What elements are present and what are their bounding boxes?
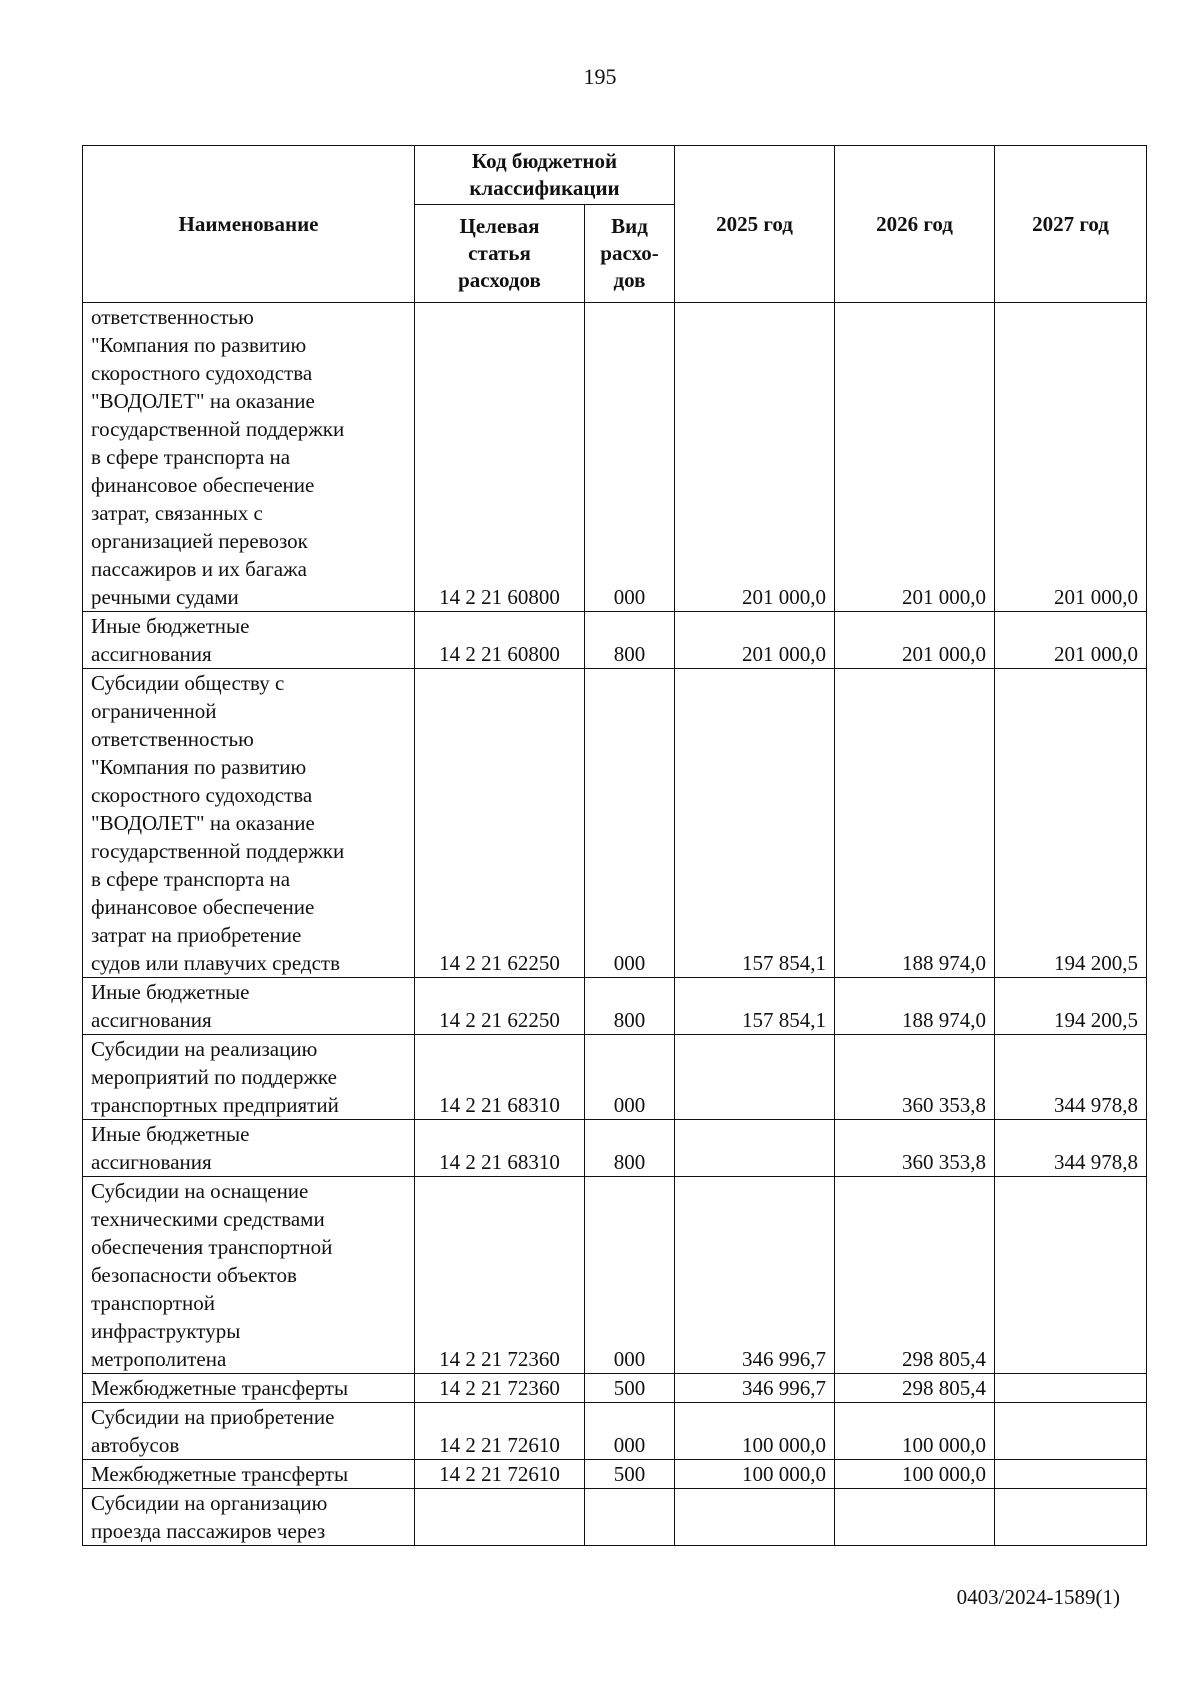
header-2026: 2026 год bbox=[835, 146, 995, 303]
row-value-2026: 201 000,0 bbox=[835, 303, 995, 612]
row-expense-kind: 500 bbox=[585, 1460, 675, 1489]
row-value-2025: 346 996,7 bbox=[675, 1374, 835, 1403]
table-row bbox=[83, 303, 1147, 612]
table-body bbox=[83, 303, 1147, 1546]
row-name bbox=[83, 978, 415, 1035]
row-name-line: государственной поддержки bbox=[91, 839, 345, 863]
row-name-line: обеспечения транспортной bbox=[91, 1235, 333, 1259]
row-name-line: Субсидии на приобретение bbox=[91, 1405, 335, 1429]
row-name-line: в сфере транспорта на bbox=[91, 445, 291, 469]
page-number: 195 bbox=[583, 64, 617, 89]
row-name-line: ограниченной bbox=[91, 699, 217, 723]
header-2027: 2027 год bbox=[995, 146, 1147, 303]
row-name-line: ассигнования bbox=[91, 1150, 212, 1174]
row-value-2026: 100 000,0 bbox=[835, 1403, 995, 1460]
row-name bbox=[83, 1460, 415, 1489]
row-name-line: транспортной bbox=[91, 1291, 215, 1315]
row-expense-kind: 800 bbox=[585, 978, 675, 1035]
row-name-line: в сфере транспорта на bbox=[91, 867, 291, 891]
row-name-line: Субсидии на оснащение bbox=[91, 1179, 309, 1203]
row-name bbox=[83, 1374, 415, 1403]
row-value-2025 bbox=[675, 1035, 835, 1120]
row-target-code: 14 2 21 68310 bbox=[415, 1035, 585, 1120]
row-name-line: ответственностью bbox=[91, 305, 254, 329]
table-row bbox=[83, 612, 1147, 669]
row-value-2027 bbox=[995, 1460, 1147, 1489]
table-header bbox=[83, 146, 1147, 303]
row-name-line: Межбюджетные трансферты bbox=[91, 1462, 349, 1486]
row-value-2025: 201 000,0 bbox=[675, 612, 835, 669]
row-name-line: судов или плавучих средств bbox=[91, 951, 341, 975]
row-name bbox=[83, 1403, 415, 1460]
row-value-2025 bbox=[675, 1120, 835, 1177]
row-target-code: 14 2 21 72610 bbox=[415, 1460, 585, 1489]
row-value-2025: 201 000,0 bbox=[675, 303, 835, 612]
row-name bbox=[83, 303, 415, 612]
row-expense-kind: 000 bbox=[585, 1035, 675, 1120]
row-value-2025: 157 854,1 bbox=[675, 669, 835, 978]
row-name-line: ответственностью bbox=[91, 727, 254, 751]
row-target-code: 14 2 21 62250 bbox=[415, 669, 585, 978]
row-name-line: Субсидии на реализацию bbox=[91, 1037, 318, 1061]
row-target-code: 14 2 21 60800 bbox=[415, 303, 585, 612]
row-name-line: организацией перевозок bbox=[91, 529, 308, 553]
row-name-line: "Компания по развитию bbox=[91, 755, 307, 779]
row-name-line: Межбюджетные трансферты bbox=[91, 1376, 349, 1400]
row-name-line: техническими средствами bbox=[91, 1207, 325, 1231]
row-name bbox=[83, 1120, 415, 1177]
row-target-code: 14 2 21 72360 bbox=[415, 1177, 585, 1374]
row-value-2025: 346 996,7 bbox=[675, 1177, 835, 1374]
row-name-line: пассажиров и их багажа bbox=[91, 557, 307, 581]
row-value-2026: 188 974,0 bbox=[835, 978, 995, 1035]
row-name-line: автобусов bbox=[91, 1433, 180, 1457]
row-name-line: транспортных предприятий bbox=[91, 1093, 339, 1117]
row-name-line: речными судами bbox=[91, 585, 239, 609]
row-name-line: скоростного судоходства bbox=[91, 361, 313, 385]
row-value-2026: 298 805,4 bbox=[835, 1374, 995, 1403]
row-name-line: Иные бюджетные bbox=[91, 1122, 250, 1146]
row-expense-kind: 800 bbox=[585, 1120, 675, 1177]
row-name-line: государственной поддержки bbox=[91, 417, 345, 441]
row-name-line: инфраструктуры bbox=[91, 1319, 241, 1343]
row-value-2027: 344 978,8 bbox=[995, 1120, 1147, 1177]
row-value-2027 bbox=[995, 1374, 1147, 1403]
row-name-line: Иные бюджетные bbox=[91, 614, 250, 638]
table-row bbox=[83, 978, 1147, 1035]
table-row bbox=[83, 1035, 1147, 1120]
row-name bbox=[83, 1035, 415, 1120]
row-name-line: ассигнования bbox=[91, 1008, 212, 1032]
row-value-2026: 201 000,0 bbox=[835, 612, 995, 669]
row-name-line: "ВОДОЛЕТ" на оказание bbox=[91, 811, 315, 835]
row-name-line: затрат, связанных с bbox=[91, 501, 263, 525]
row-name-line: финансовое обеспечение bbox=[91, 895, 315, 919]
row-name bbox=[83, 669, 415, 978]
row-name bbox=[83, 1177, 415, 1374]
row-name-line: финансовое обеспечение bbox=[91, 473, 315, 497]
row-name-line: Иные бюджетные bbox=[91, 980, 250, 1004]
row-name-line: Субсидии обществу с bbox=[91, 671, 285, 695]
row-expense-kind bbox=[585, 1489, 675, 1546]
table-row bbox=[83, 1489, 1147, 1546]
row-name bbox=[83, 1489, 415, 1546]
row-name-line: "Компания по развитию bbox=[91, 333, 307, 357]
row-name bbox=[83, 612, 415, 669]
row-value-2026: 100 000,0 bbox=[835, 1460, 995, 1489]
row-value-2026: 360 353,8 bbox=[835, 1035, 995, 1120]
row-value-2027: 194 200,5 bbox=[995, 978, 1147, 1035]
header-2025: 2025 год bbox=[675, 146, 835, 303]
row-value-2025: 157 854,1 bbox=[675, 978, 835, 1035]
header-name: Наименование bbox=[83, 146, 415, 303]
header-target-article: Целевая статья расходов bbox=[415, 205, 585, 303]
row-name-line: мероприятий по поддержке bbox=[91, 1065, 337, 1089]
table-row bbox=[83, 1403, 1147, 1460]
document-code: 0403/2024-1589(1) bbox=[956, 1585, 1120, 1609]
row-name-line: "ВОДОЛЕТ" на оказание bbox=[91, 389, 315, 413]
row-value-2027: 344 978,8 bbox=[995, 1035, 1147, 1120]
row-value-2027: 194 200,5 bbox=[995, 669, 1147, 978]
row-value-2026 bbox=[835, 1489, 995, 1546]
row-value-2027 bbox=[995, 1403, 1147, 1460]
row-name-line: ассигнования bbox=[91, 642, 212, 666]
row-expense-kind: 000 bbox=[585, 303, 675, 612]
budget-table bbox=[82, 145, 1147, 1546]
row-expense-kind: 000 bbox=[585, 1177, 675, 1374]
row-target-code bbox=[415, 1489, 585, 1546]
table-row bbox=[83, 1460, 1147, 1489]
row-value-2027 bbox=[995, 1177, 1147, 1374]
row-value-2026: 360 353,8 bbox=[835, 1120, 995, 1177]
table-row bbox=[83, 1374, 1147, 1403]
row-value-2027: 201 000,0 bbox=[995, 612, 1147, 669]
header-kbk: Код бюджетной классификации bbox=[415, 146, 675, 205]
row-expense-kind: 500 bbox=[585, 1374, 675, 1403]
row-name-line: метрополитена bbox=[91, 1347, 227, 1371]
header-expense-kind: Вид расхо- дов bbox=[585, 205, 675, 303]
row-target-code: 14 2 21 62250 bbox=[415, 978, 585, 1035]
row-value-2027: 201 000,0 bbox=[995, 303, 1147, 612]
row-expense-kind: 000 bbox=[585, 1403, 675, 1460]
table-row bbox=[83, 1177, 1147, 1374]
row-name-line: проезда пассажиров через bbox=[91, 1519, 326, 1543]
row-name-line: безопасности объектов bbox=[91, 1263, 297, 1287]
table-row bbox=[83, 669, 1147, 978]
table-row bbox=[83, 1120, 1147, 1177]
row-value-2026: 298 805,4 bbox=[835, 1177, 995, 1374]
row-name-line: затрат на приобретение bbox=[91, 923, 302, 947]
row-target-code: 14 2 21 72610 bbox=[415, 1403, 585, 1460]
row-value-2025: 100 000,0 bbox=[675, 1460, 835, 1489]
row-value-2027 bbox=[995, 1489, 1147, 1546]
row-expense-kind: 000 bbox=[585, 669, 675, 978]
row-value-2026: 188 974,0 bbox=[835, 669, 995, 978]
row-target-code: 14 2 21 72360 bbox=[415, 1374, 585, 1403]
row-value-2025 bbox=[675, 1489, 835, 1546]
row-value-2025: 100 000,0 bbox=[675, 1403, 835, 1460]
row-name-line: скоростного судоходства bbox=[91, 783, 313, 807]
row-target-code: 14 2 21 68310 bbox=[415, 1120, 585, 1177]
row-target-code: 14 2 21 60800 bbox=[415, 612, 585, 669]
row-name-line: Субсидии на организацию bbox=[91, 1491, 328, 1515]
row-expense-kind: 800 bbox=[585, 612, 675, 669]
